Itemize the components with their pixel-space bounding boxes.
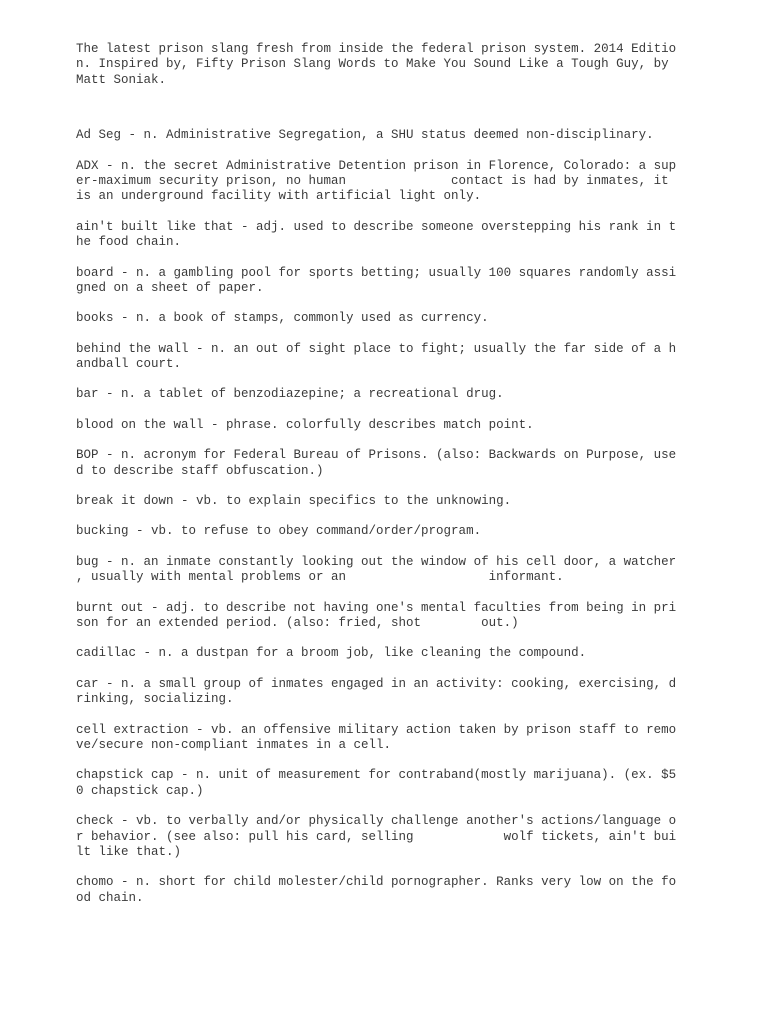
entry-line: lt like that.) [76,844,182,859]
entry-line: cadillac - n. a dustpan for a broom job, like cleaning the compound. [76,646,587,661]
entry-line: ain't built like that - adj. used to describe someone overstepping his rank in t [76,219,677,234]
glossary-entry-bug [76,555,676,586]
glossary-entry-bar [76,387,676,402]
glossary-entry-break-it-down [76,494,676,509]
glossary-entry-cadillac [76,646,676,661]
glossary-entry-bucking [76,524,676,539]
entry-line: books - n. a book of stamps, commonly used as currency. [76,311,489,326]
entry-line: chomo - n. short for child molester/child pornographer. Ranks very low on the fo [76,875,677,890]
glossary-entry-cell-extraction [76,723,676,754]
entry-line: Ad Seg - n. Administrative Segregation, a SHU status deemed non-disciplinary. [76,128,654,143]
glossary-entry-blood-on-the-wall [76,418,676,433]
glossary-entry-books [76,311,676,326]
glossary-entry-board [76,266,676,297]
intro-line: Matt Soniak. [76,72,167,87]
document-page [76,42,676,921]
glossary-entry-car [76,677,676,708]
entry-line: cell extraction - vb. an offensive military action taken by prison staff to remo [76,722,677,737]
glossary-entry-bop [76,448,676,479]
entry-line: od chain. [76,890,144,905]
entry-line: bug - n. an inmate constantly looking out the window of his cell door, a watcher [76,554,677,569]
entry-line: board - n. a gambling pool for sports betting; usually 100 squares randomly assi [76,265,677,280]
intro-line: n. Inspired by, Fifty Prison Slang Words to Make You Sound Like a Tough Guy, by [76,57,669,72]
entry-line: bucking - vb. to refuse to obey command/order/program. [76,524,482,539]
entry-line: BOP - n. acronym for Federal Bureau of Prisons. (also: Backwards on Purpose, use [76,448,677,463]
entry-line: car - n. a small group of inmates engaged in an activity: cooking, exercising, d [76,676,677,691]
entry-line: burnt out - adj. to describe not having one's mental faculties from being in pri [76,600,677,615]
glossary-entry-ad-seg [76,128,676,143]
entry-line: chapstick cap - n. unit of measurement for contraband(mostly marijuana). (ex. $5 [76,768,677,783]
glossary-entry-behind-the-wall [76,342,676,373]
entry-line: r behavior. (see also: pull his card, selling wolf tickets, ain't bui [76,829,677,844]
entry-line: break it down - vb. to explain specifics to the unknowing. [76,494,512,509]
entry-line: gned on a sheet of paper. [76,280,264,295]
glossary-entry-adx [76,159,676,205]
entry-line: ADX - n. the secret Administrative Detention prison in Florence, Colorado: a sup [76,158,677,173]
entry-line: check - vb. to verbally and/or physically challenge another's actions/language o [76,814,677,829]
entry-line: behind the wall - n. an out of sight place to fight; usually the far side of a h [76,341,677,356]
glossary-entry-check [76,814,676,860]
glossary-entry-aint-built-like-that [76,220,676,251]
entry-line: , usually with mental problems or an informant. [76,570,564,585]
entry-line: bar - n. a tablet of benzodiazepine; a recreational drug. [76,387,504,402]
intro-line: The latest prison slang fresh from inside the federal prison system. 2014 Editio [76,42,677,56]
entry-line: 0 chapstick cap.) [76,783,204,798]
entry-line: ve/secure non-compliant inmates in a cell. [76,737,392,752]
entry-line: he food chain. [76,235,182,250]
intro-paragraph [76,42,676,88]
glossary-entry-burnt-out [76,601,676,632]
glossary-entry-chomo [76,875,676,906]
glossary-entry-chapstick-cap [76,768,676,799]
entry-line: son for an extended period. (also: fried, shot out.) [76,615,519,630]
entry-line: andball court. [76,357,182,372]
entry-line: is an underground facility with artificial light only. [76,189,482,204]
entry-line: rinking, socializing. [76,692,234,707]
entry-line: er-maximum security prison, no human contact is had by inmates, it [76,173,669,188]
entry-line: blood on the wall - phrase. colorfully describes match point. [76,417,534,432]
entry-line: d to describe staff obfuscation.) [76,463,324,478]
